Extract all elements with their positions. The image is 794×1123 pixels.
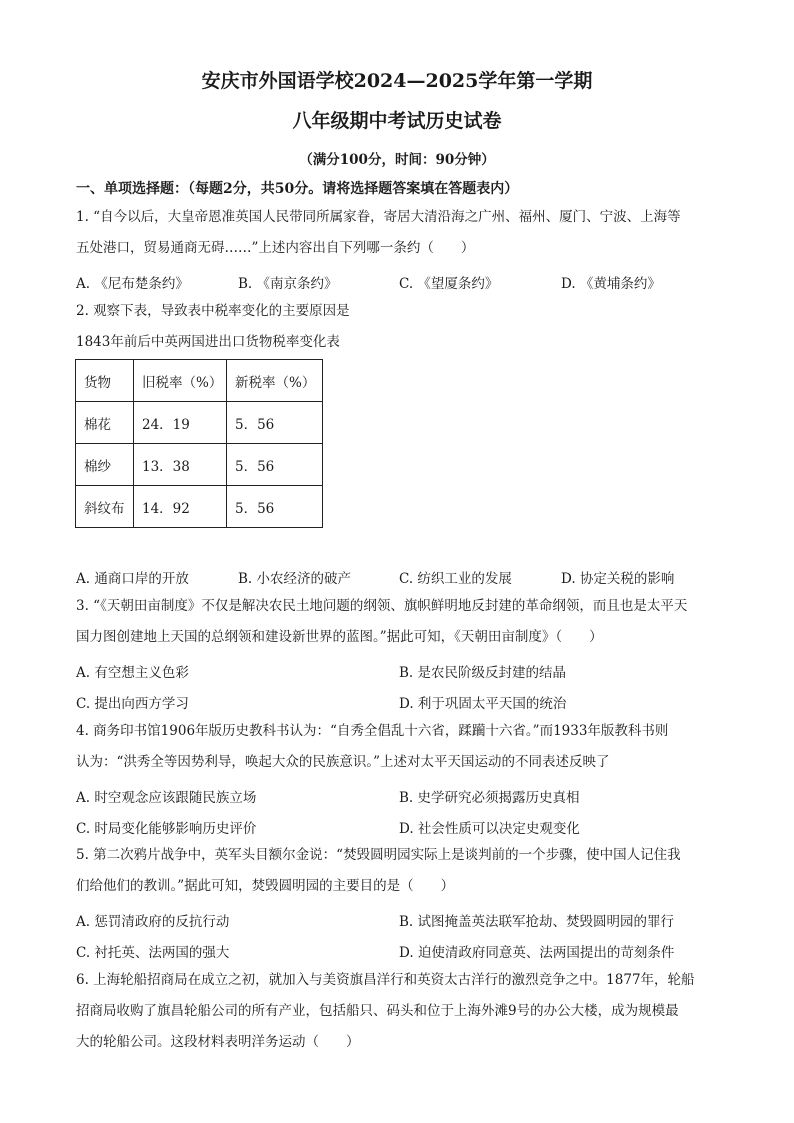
exam-title-line2: 八年级期中考试历史试卷 xyxy=(292,110,502,132)
table-cell: 5．56 xyxy=(227,444,323,486)
tax-rate-table xyxy=(75,359,323,528)
table-cell: 斜纹布 xyxy=(76,486,134,528)
table-cell: 5．56 xyxy=(227,402,323,444)
q3-option-d: D. 利于巩固太平天国的统治 xyxy=(399,696,567,712)
q1-option-d: D. 《黄埔条约》 xyxy=(561,276,661,292)
section-heading: 一、单项选择题：（每题2分，共50分。请将选择题答案填在答题表内） xyxy=(76,181,519,197)
q2-option-c: C. 纺织工业的发展 xyxy=(399,571,512,587)
q3-option-b: B. 是农民阶级反封建的结晶 xyxy=(399,665,567,681)
table-row xyxy=(76,444,323,486)
table-cell: 棉花 xyxy=(76,402,134,444)
q3-stem-line2: 国力图创建地上天国的总纲领和建设新世界的蓝图。”据此可知，《天朝田亩制度》（ ） xyxy=(76,629,603,645)
q5-option-d: D. 迫使清政府同意英、法两国提出的苛刻条件 xyxy=(399,945,675,961)
q2-option-d: D. 协定关税的影响 xyxy=(561,571,675,587)
table-header-cell: 旧税率（%） xyxy=(134,360,227,402)
q5-option-a: A. 惩罚清政府的反抗行动 xyxy=(76,914,230,930)
table-cell: 24．19 xyxy=(134,402,227,444)
table-header-cell: 货物 xyxy=(76,360,134,402)
q3-stem-line1: 3. “《天朝田亩制度》不仅是解决农民土地问题的纲领、旗帜鲜明地反封建的革命纲领，而且也是太平天 xyxy=(76,598,688,614)
q3-option-a: A. 有空想主义色彩 xyxy=(76,665,189,681)
q4-option-a: A. 时空观念应该跟随民族立场 xyxy=(76,790,257,806)
q5-stem-line2: 们给他们的教训。”据此可知，焚毁圆明园的主要目的是（ ） xyxy=(76,878,455,894)
table-row xyxy=(76,402,323,444)
q2-option-a: A. 通商口岸的开放 xyxy=(76,571,189,587)
q4-option-b: B. 史学研究必须揭露历史真相 xyxy=(399,790,580,806)
table-row xyxy=(76,486,323,528)
q1-stem-line1: 1. “自今以后，大皇帝恩准英国人民带同所属家眷，寄居大清沿海之广州、福州、厦门、宁波、上海等 xyxy=(76,209,681,225)
exam-title-line1: 安庆市外国语学校2024—2025学年第一学期 xyxy=(201,70,593,92)
exam-subtitle: （满分100分，时间：90分钟） xyxy=(299,152,495,168)
q5-option-c: C. 衬托英、法两国的强大 xyxy=(76,945,230,961)
q5-option-b: B. 试图掩盖英法联军抢劫、焚毁圆明园的罪行 xyxy=(399,914,675,930)
q2-table-caption: 1843年前后中英两国进出口货物税率变化表 xyxy=(76,334,340,350)
table-cell: 14．92 xyxy=(134,486,227,528)
q1-option-c: C. 《望厦条约》 xyxy=(399,276,499,292)
q6-stem-line1: 6. 上海轮船招商局在成立之初，就加入与美资旗昌洋行和英资太古洋行的激烈竞争之中。1877年，轮船 xyxy=(76,972,695,988)
q3-option-c: C. 提出向西方学习 xyxy=(76,696,189,712)
q4-stem-line2: 认为：“洪秀全等因势利导，唤起大众的民族意识。”上述对太平天国运动的不同表述反映了 xyxy=(76,754,610,770)
q4-option-c: C. 时局变化能够影响历史评价 xyxy=(76,821,257,837)
q5-stem-line1: 5. 第二次鸦片战争中，英军头目额尔金说：“焚毁圆明园实际上是谈判前的一个步骤，使中国人记住我 xyxy=(76,847,681,863)
table-header-cell: 新税率（%） xyxy=(227,360,323,402)
table-cell: 5．56 xyxy=(227,486,323,528)
table-header-row xyxy=(76,360,323,402)
q1-option-b: B. 《南京条约》 xyxy=(238,276,338,292)
table-cell: 13．38 xyxy=(134,444,227,486)
q1-stem-line2: 五处港口，贸易通商无碍……”上述内容出自下列哪一条约（ ） xyxy=(76,240,475,256)
q6-stem-line2: 招商局收购了旗昌轮船公司的所有产业，包括船只、码头和位于上海外滩9号的办公大楼，成为规模最 xyxy=(76,1003,679,1019)
q2-stem-line1: 2. 观察下表，导致表中税率变化的主要原因是 xyxy=(76,303,350,319)
q4-option-d: D. 社会性质可以决定史观变化 xyxy=(399,821,580,837)
q2-option-b: B. 小农经济的破产 xyxy=(238,571,352,587)
table-cell: 棉纱 xyxy=(76,444,134,486)
q1-option-a: A. 《尼布楚条约》 xyxy=(76,276,189,292)
q4-stem-line1: 4. 商务印书馆1906年版历史教科书认为：“自秀全倡乱十六省，蹂躏十六省。”而1933年版教科书则 xyxy=(76,723,669,739)
q6-stem-line3: 大的轮船公司。这段材料表明洋务运动（ ） xyxy=(76,1034,360,1050)
